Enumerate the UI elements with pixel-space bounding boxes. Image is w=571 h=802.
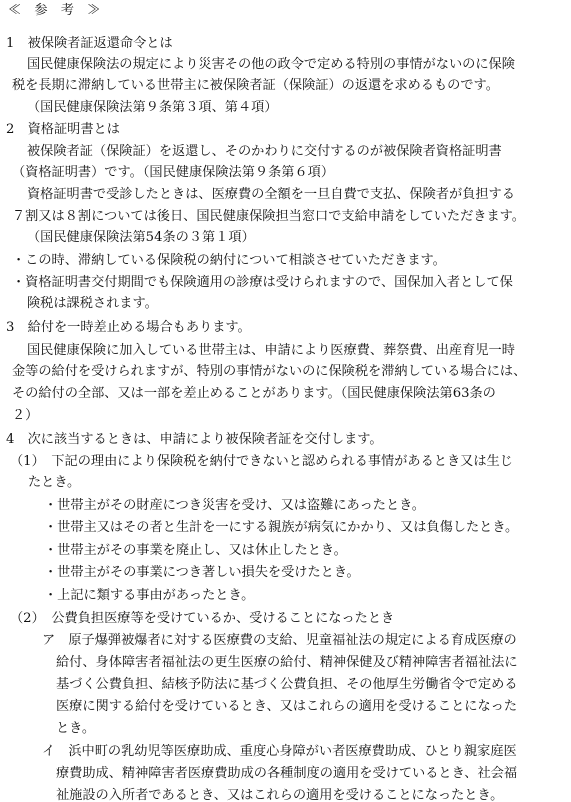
text-line: 国民健康保険に加入している世帯主は、申請により医療費、葬祭費、出産育児一時: [27, 343, 515, 358]
text-line: 税を長期に滞納している世帯主に被保険者証（保険証）の返還を求めるものです。: [12, 78, 499, 93]
bullet-item: ・この時、滞納している保険税の納付について相談させていただきます。: [12, 253, 446, 268]
text-line: 資格証明書で受診したときは、医療費の全額を一旦自費で支払、保険者が負担する: [27, 187, 515, 202]
subsection-heading-2: （2） 公費負担医療等を受けているか、受けることになったとき: [10, 611, 395, 626]
section-heading-1: 1 被保険者証返還命令とは: [6, 36, 173, 51]
citation: （国民健康保険法第９条第３項、第４項）: [27, 100, 278, 115]
text-line: たとき。: [28, 475, 81, 490]
text-line: 基づく公費負担、結核予防法に基づく公費負担、その他厚生労働省令で定める: [56, 677, 518, 692]
text-line: ７割又は８割については後日、国民健康保険担当窓口で支給申請をしていただきます。: [12, 209, 525, 224]
text-line: 国民健康保険法の規定により災害その他の政令で定める特別の事情がないのに保険: [27, 57, 515, 72]
text-line: （資格証明書）です。（国民健康保険法第９条第６項）: [12, 165, 335, 180]
text-line: 被保険者証（保険証）を返還し、そのかわりに交付するのが被保険者資格証明書: [27, 144, 502, 159]
bullet-item: ・世帯主がその財産につき災害を受け、又は盗難にあったとき。: [44, 498, 425, 513]
text-line: とき。: [56, 721, 96, 736]
bullet-item: ・世帯主がその事業につき著しい損失を受けたとき。: [44, 565, 360, 580]
text-line: ２）: [12, 408, 39, 423]
bullet-item: ・世帯主がその事業を廃止し、又は休止したとき。: [44, 543, 347, 558]
page-title: ≪ 参 考 ≫: [8, 3, 101, 18]
bullet-item: ・世帯主又はその者と生計を一にする親族が病気にかかり、又は負傷したとき。: [44, 520, 519, 535]
text-line: 祉施設の入所者であるとき、又はこれらの適用を受けることになったとき。: [56, 788, 504, 802]
list-item-i: イ 浜中町の乳幼児等医療助成、重度心身障がい者医療費助成、ひとり親家庭医: [42, 744, 517, 759]
text-line: 医療に関する給付を受けているとき、又はこれらの適用を受けることになった: [56, 699, 518, 714]
subsection-heading-1: （1） 下記の理由により保険税を納付できないと認められる事情があるとき又は生じ: [10, 454, 513, 469]
section-heading-4: 4 次に該当するときは、申請により被保険者証を交付します。: [6, 432, 383, 447]
section-heading-3: 3 給付を一時差止める場合もあります。: [6, 320, 251, 335]
bullet-item: ・資格証明書交付期間でも保険適用の診療は受けられますので、国保加入者として保: [12, 275, 513, 290]
text-line: 給付、身体障害者福祉法の更生医療の給付、精神保健及び精神障害者福祉法に: [56, 655, 518, 670]
text-line: その給付の全部、又は一部を差止めることがあります。（国民健康保険法第63条の: [12, 386, 496, 401]
bullet-item: ・上記に類する事由があったとき。: [44, 588, 255, 603]
citation: （国民健康保険法第54条の３第１項）: [27, 230, 255, 245]
text-line: 金等の給付を受けられますが、特別の事情がないのに保険税を滞納している場合には、: [12, 364, 527, 379]
text-line: 険税は課税されます。: [27, 296, 158, 311]
list-item-a: ア 原子爆弾被爆者に対する医療費の支給、児童福祉法の規定による育成医療の: [42, 633, 517, 648]
section-heading-2: 2 資格証明書とは: [6, 122, 120, 137]
text-line: 療費助成、精神障害者医療費助成の各種制度の適用を受けているとき、社会福: [56, 766, 518, 781]
